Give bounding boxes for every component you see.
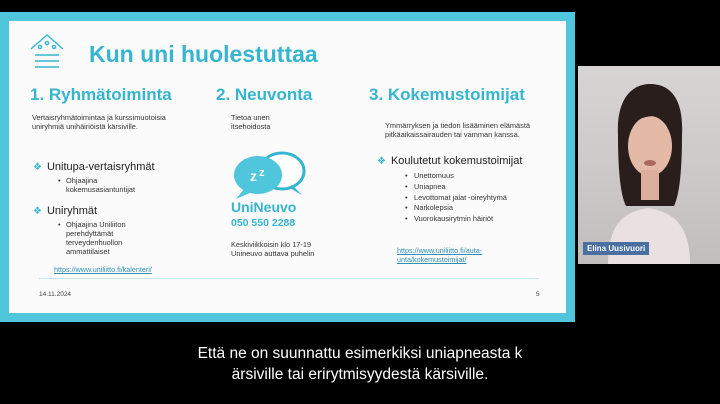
heading-kokemustoimijat: 3. Kokemustoimijat — [369, 85, 525, 104]
list-item: • Levottomat jalat -oireyhtymä — [405, 193, 507, 204]
diamond-bullet-icon: ❖ — [377, 155, 386, 167]
subtitle-caption — [0, 343, 720, 385]
list-item: • Vuorokausirytmin häiriöt — [405, 214, 507, 225]
page-number: 5 — [536, 291, 540, 298]
presentation-slide — [9, 21, 566, 313]
svg-text:z: z — [259, 167, 265, 179]
neuvonta-hours: Keskiviikkoisin klo 17-19 Unineuvo auttava puhelin — [231, 240, 315, 258]
list-item-unitupa — [33, 161, 155, 173]
list-subitem: • Ohjaajina Uniliiton perehdyttämät terveydenhuollon ammattilaiset — [58, 220, 158, 256]
svg-text:z: z — [250, 168, 257, 184]
subtitle-line-1: Että ne on suunnattu esimerkiksi uniapneasta k — [197, 345, 523, 362]
list-item-label: Unitupa-vertaisryhmät — [46, 161, 155, 173]
phone-number: 050 550 2288 — [231, 217, 296, 229]
unineuvo-brand: UniNeuvo — [231, 199, 297, 215]
list-item-label: Koulutetut kokemustoimijat — [390, 155, 523, 167]
footer-divider — [39, 278, 539, 279]
list-item-uniryhmat — [33, 205, 97, 217]
uniliitto-logo-icon — [25, 29, 69, 73]
heading-ryhmatoiminta: 1. Ryhmätoiminta — [30, 85, 172, 104]
list-item: • Unettomuus — [405, 171, 507, 182]
speaker-figure — [578, 66, 720, 264]
diamond-bullet-icon: ❖ — [33, 161, 42, 173]
slide-frame — [0, 12, 575, 322]
slide-title: Kun uni huolestuttaa — [89, 41, 318, 67]
webcam-video — [578, 66, 720, 264]
participant-name-tag: Elina Uusivuori — [583, 242, 649, 255]
kokemustoimijat-topics — [405, 171, 507, 225]
footer-date: 14.11.2024 — [39, 291, 72, 298]
speech-bubbles-icon — [230, 149, 310, 203]
ryhmatoiminta-intro: Vertaisryhmätoimintaa ja kurssimuotoisia uniryhmiä unihäiriöistä kärsiville. — [32, 113, 166, 131]
list-subitem: • Ohjaajina kokemusasiantuntijat — [58, 176, 168, 194]
list-item-label: Uniryhmät — [46, 205, 98, 217]
diamond-bullet-icon: ❖ — [33, 205, 42, 217]
list-item-koulutetut — [377, 155, 522, 167]
list-item: • Uniapnea — [405, 182, 507, 193]
kokemustoimijat-intro: Ymmärryksen ja tiedon lisääminen elämästä pitkäaikaissairauden tai vamman kanssa. — [385, 121, 531, 139]
neuvonta-intro: Tietoa unen itsehoidosta — [231, 113, 271, 131]
kokemustoimijat-link[interactable]: https://www.uniliitto.fi/auta-unta/kokemustoimijat/ — [397, 246, 483, 264]
kalenteri-link[interactable]: https://www.uniliitto.fi/kalenteri/ — [54, 265, 152, 274]
heading-neuvonta: 2. Neuvonta — [216, 85, 313, 104]
subtitle-line-2: ärsiville tai erirytmisyydestä kärsiville. — [231, 366, 489, 383]
list-item: • Narkolepsia — [405, 203, 507, 214]
